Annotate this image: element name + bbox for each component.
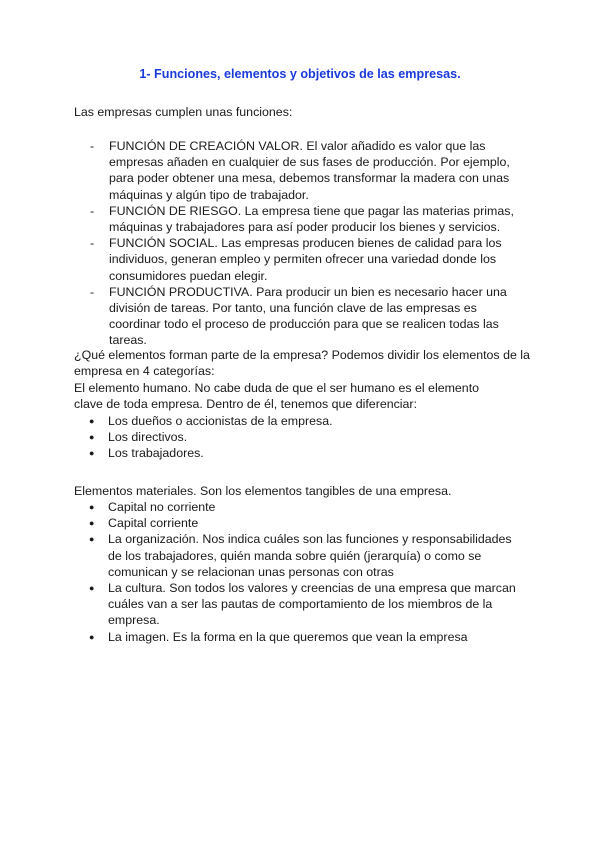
- list-item: ● Capital no corriente: [108, 499, 523, 515]
- list-item: ● Los trabajadores.: [108, 445, 528, 461]
- materials-intro: Elementos materiales. Son los elementos tangibles de una empresa.: [74, 484, 452, 498]
- human-element-line-1: El elemento humano. No cabe duda de que el ser humano es el elemento: [74, 381, 480, 395]
- human-element-line-2: clave de toda empresa. Dentro de él, tenemos que diferenciar:: [74, 397, 418, 411]
- list-item: - FUNCIÓN DE CREACIÓN VALOR. El valor añadido es valor que las empresas añaden en cualquier de sus fases de producción. Por ejemplo, para poder obtener una mesa, debemos transformar la madera con unas máquinas y algún tipo de trabajador.: [91, 138, 531, 203]
- list-item: ● La organización. Nos indica cuáles son las funciones y responsabilidades de los trabajadores, quién manda sobre quién (jerarquía) o como se comunican y se relacionan unas personas con otras: [108, 531, 523, 580]
- document-title: 1- Funciones, elementos y objetivos de las empresas.: [139, 67, 461, 81]
- list-item: - FUNCIÓN SOCIAL. Las empresas producen bienes de calidad para los individuos, generan empleo y permiten ofrecer una variedad donde los consumidores puedan elegir.: [91, 235, 531, 284]
- list-item: ● Capital corriente: [108, 515, 523, 531]
- question-paragraph: ¿Qué elementos forman parte de la empresa? Podemos dividir los elementos de la empresa en 4 categorías:: [74, 348, 530, 379]
- list-item: ● La cultura. Son todos los valores y creencias de una empresa que marcan cuáles van a ser las pautas de comportamiento de los miembros de la empresa.: [108, 580, 523, 629]
- human-elements-list: [108, 413, 528, 462]
- functions-list: [91, 138, 531, 349]
- list-item: - FUNCIÓN PRODUCTIVA. Para producir un bien es necesario hacer una división de tareas. Por tanto, una función clave de las empresas es coordinar todo el proceso de producción para que se realicen todas las tareas.: [91, 284, 531, 349]
- intro-paragraph: Las empresas cumplen unas funciones:: [74, 105, 293, 119]
- list-item: - FUNCIÓN DE RIESGO. La empresa tiene que pagar las materias primas, máquinas y trabajadores para así poder producir los bienes y servicios.: [91, 203, 531, 235]
- list-item: ● Los dueños o accionistas de la empresa.: [108, 413, 528, 429]
- list-item: ● La imagen. Es la forma en la que queremos que vean la empresa: [108, 629, 523, 645]
- material-elements-list: [108, 499, 523, 645]
- list-item: ● Los directivos.: [108, 429, 528, 445]
